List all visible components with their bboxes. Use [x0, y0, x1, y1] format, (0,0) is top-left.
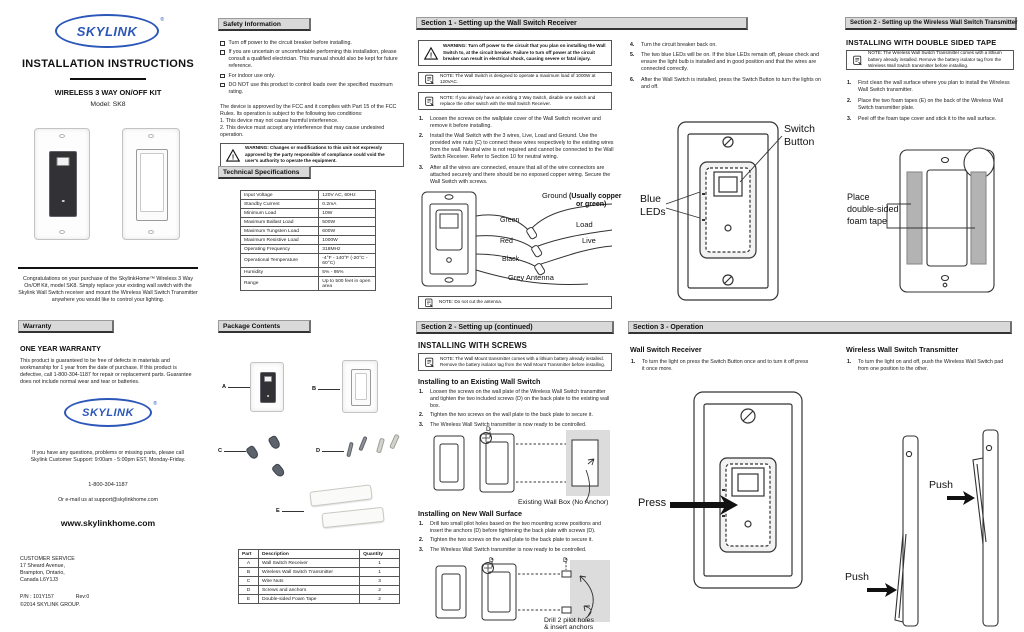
revision: Rev:0 [75, 594, 90, 600]
section2cont-note-box: NOTE: The Wall Mount transmitter comes with a lithium battery already installed. Remove the battery isolator tag from the Wall Mount Transmitter before installing. [418, 353, 612, 371]
customer-service-block [20, 556, 140, 584]
safety-item: Turn off power to the circuit breaker before installing. [220, 40, 404, 47]
package-figure [218, 340, 404, 542]
table-row: D Screws and anchors 2 [239, 586, 400, 595]
step: 1. Loosen the screws on the wallplate cover of the Wall Switch receiver and remove it before installing. [419, 116, 601, 129]
step: 1. Loosen the screws on the wall plate of the Wireless Wall Switch transmitter and tighten the two included screws (D) on the back plate to the existing wall box. [419, 389, 610, 409]
fcc-warning-box: ! WARNING: Changes or modifications to this unit not expressly approved by the party responsible of compliance could void the user's authority to operate the equipment. [220, 143, 404, 167]
push-arrow [867, 583, 897, 597]
screw-icon [59, 230, 65, 234]
existing-wall-box-caption: Existing Wall Box (No Anchor) [518, 499, 609, 506]
table-row: C Wire Nuts 3 [239, 577, 400, 586]
switch-button-label-1: Switch [784, 123, 815, 135]
table-row: Range Up to 500 feet in open area [241, 277, 376, 291]
checkbox-icon [220, 50, 225, 55]
wire-nut [271, 463, 286, 479]
wire-label-red: Red [500, 238, 513, 245]
antenna-label: Grey Antenna [508, 273, 554, 282]
section2tape-note-box: NOTE: The Wireless Wall Switch Transmitter comes with a lithium battery already installed. Remove the battery isolator tag from the Wireless Wall Switch transmitter before installing. [846, 50, 1014, 70]
push-label: Push [929, 479, 953, 491]
table-row: Minimum Load 10W [241, 209, 376, 218]
anchor [389, 434, 399, 450]
product-photo [18, 120, 198, 260]
section1-header: Section 1 - Setting up the Wall Switch Receiver [416, 17, 748, 30]
foam-tape [309, 484, 372, 506]
step: 2. Install the Wall Switch with the 3 wires, Live, Load and Ground. Use the provided wire nuts (C) to connect these wires respectively to the existing wires from the wall. Neutral wire is not required and cannot be connected to the Wall Switch Receiver. Refer to Section 10 for neutral wiring. [419, 133, 614, 161]
wire-label-ground: Ground [542, 191, 568, 200]
part-number-row [20, 594, 170, 600]
anchor [376, 438, 384, 454]
note-icon [424, 96, 435, 107]
tape-place-label-1: Place [847, 192, 870, 202]
section1-note1-box: NOTE: The Wall Switch is designed to operate a maximum load of 1000W at 120VAC. [418, 72, 612, 86]
wire-label-black: Black [502, 256, 520, 263]
double-sided-tape-title: INSTALLING WITH DOUBLE SIDED TAPE [846, 38, 997, 47]
receiver-operation-steps [631, 359, 811, 373]
table-row: E Double-sided Foam Tape 2 [239, 595, 400, 604]
step: 3. After all the wires are connected, ensure that all of the wire connectors are attached securely and there should be no exposed copper wiring. Secure the Wall Switch with screws. [419, 164, 611, 185]
fcc-text: The device is approved by the FCC and it complies with Part 15 of the FCC Rules. Its operation is subject to the following two conditions: 1. This device may not cause harmful interference. 2. This device must accept any interference that may cause undesired operation. [220, 104, 397, 139]
section1-warning-box: ! WARNING: Turn off power to the circuit that you plan on installing the Wall Switch to, at the circuit breaker. Failure to turn off power at the circuit breaker can result in electrical shock, causing severe or fatal injury. [418, 40, 612, 66]
ground-note-2: or green) [576, 201, 607, 208]
step: 1. Drill two small pilot holes based on the two mounting screw positions and insert the anchors (D) before tightening the back plate with screws (D). [419, 521, 602, 534]
step: 1. First clean the wall surface where you plan to install the Wireless Wall Switch transmitter. [847, 80, 1010, 93]
parts-table [238, 549, 400, 604]
safety-item: For indoor use only. [220, 73, 404, 80]
push-label: Push [845, 571, 869, 583]
wire-label-load: Load [576, 220, 593, 229]
wiring-diagram [416, 186, 622, 292]
press-label: Press [638, 497, 667, 509]
receiver-face [49, 151, 77, 217]
specs-table [240, 190, 376, 291]
foam-tape-diagram [845, 142, 1020, 310]
d-callout: D [489, 557, 494, 564]
installing-with-screws-title: INSTALLING WITH SCREWS [418, 341, 528, 350]
note-icon [852, 55, 863, 66]
svg-text:!: ! [231, 154, 235, 162]
step: 1. To turn the light on and off, push the Wireless Wall Switch pad from one position to the other. [847, 359, 1004, 372]
table-row: Input Voltage 120V AC, 60Hz [241, 191, 376, 200]
existing-steps [419, 389, 615, 429]
part-b-transmitter [342, 360, 378, 413]
support-phone: 1-800-304-1187 [88, 482, 128, 488]
checkbox-icon [220, 83, 225, 88]
support-text: If you have any questions, problems or missing parts, please call Skylink Customer Support: 9:00am - 5:00pm EST, Monday-Friday. [30, 450, 186, 464]
table-row: B Wireless Wall Switch Transmitter 1 [239, 568, 400, 577]
kit-subtitle: WIRELESS 3 WAY ON/OFF KIT [54, 88, 162, 97]
note-icon [424, 357, 435, 368]
screw-icon [59, 134, 65, 138]
wire-label-green: Green [500, 217, 520, 224]
col1-divider [18, 267, 198, 269]
warranty-title: ONE YEAR WARRANTY [20, 344, 101, 353]
drill-caption-2: & insert anchors [544, 624, 594, 631]
title-divider [70, 78, 146, 80]
step: 2. Tighten the two screws on the wall plate to the back plate to secure it. [419, 412, 593, 419]
receiver-operation-title: Wall Switch Receiver [630, 345, 702, 354]
model-label: Model: SK8 [90, 101, 126, 108]
warning-icon [424, 47, 438, 60]
tape-place-label-3: foam tape [847, 216, 888, 226]
blue-leds-label-1: Blue [640, 193, 662, 205]
d-callout: D [486, 426, 491, 433]
part-number: P/N : 101Y157 [20, 594, 54, 600]
section1-steps [419, 116, 615, 186]
package-header: Package Contents [218, 320, 311, 333]
part-label-d: D [316, 448, 344, 454]
transmitter-operation-steps [847, 359, 1015, 373]
table-row: Operating Frequency 318MHz [241, 245, 376, 254]
tape-place-label-2: double-sided [847, 204, 899, 214]
step: 4. Turn the circuit breaker back on. [630, 42, 717, 48]
specs-header: Technical Specifications [218, 166, 311, 179]
wire-nut [267, 435, 281, 451]
tape-steps [847, 80, 1015, 123]
switch-button-icon [57, 157, 70, 166]
safety-header: Safety Information [218, 18, 311, 31]
screw-icon [148, 134, 154, 138]
new-wall-surface-title: Installing on New Wall Surface [418, 509, 522, 518]
table-row: Maximum Resistive Load 1000W [241, 236, 376, 245]
section1-note2-box: NOTE: If you already have an existing 3 Way Switch, disable one switch and replace the other switch with the Wall Switch Receiver. [418, 92, 612, 110]
cs-address-2: Brampton, Ontario, [20, 570, 65, 577]
foam-tape [321, 507, 384, 528]
blue-leds-label-2: LEDs [640, 206, 666, 218]
cs-address-1: 17 Sheard Avenue, [20, 563, 65, 570]
page-title: INSTALLATION INSTRUCTIONS [21, 58, 195, 70]
part-label-a: A [222, 384, 250, 390]
screw [358, 436, 367, 451]
checkbox-icon [220, 41, 225, 46]
press-diagram [636, 384, 841, 630]
led-dot [62, 200, 65, 203]
screw-icon [148, 230, 154, 234]
section3-header: Section 3 - Operation [628, 321, 1012, 334]
table-row: Humidity 5% - 95% [241, 268, 376, 277]
new-surface-steps [419, 521, 615, 554]
receiver-photo [34, 128, 90, 240]
note-icon [424, 298, 434, 308]
push-arrow [947, 491, 975, 505]
step: 5. The two blue LEDs will be on. If the blue LEDs remain off, please check and ensure the light bulb is installed and in good position and that the wires are connected correctly. [630, 52, 820, 73]
wire-nut [245, 445, 260, 461]
skylink-logo-text: SKYLINK [82, 406, 134, 419]
section1-steps-2 [630, 42, 830, 91]
section2tape-header: Section 2 - Setting up the Wireless Wall Switch Transmitter [845, 17, 1017, 30]
safety-item: DO NOT use this product to control loads over the specified maximum rating. [220, 82, 404, 96]
antenna-note-box: NOTE: Do not cut the antenna. [418, 296, 612, 309]
drill-caption-1: Drill 2 pilot holes [544, 617, 594, 624]
cs-title: CUSTOMER SERVICE [20, 556, 75, 562]
registered-mark: ® [153, 401, 157, 407]
cs-address-3: Canada L6Y1J3 [20, 577, 58, 584]
website-url: www.skylinkhome.com [60, 518, 156, 528]
safety-checklist [220, 40, 404, 98]
section2cont-header: Section 2 - Setting up (continued) [416, 321, 614, 334]
skylink-logo [55, 14, 164, 48]
step: 3. The Wireless Wall Switch transmitter is now ready to be controlled. [419, 546, 587, 553]
switch-button-label-2: Button [784, 136, 815, 148]
copyright: ©2014 SKYLINK GROUP. [20, 602, 80, 608]
svg-text:!: ! [429, 52, 433, 60]
transmitter-photo [122, 128, 180, 240]
table-row: A Wall Switch Receiver 1 [239, 559, 400, 568]
step: 3. Peel off the foam tape cover and stick it to the wall surface. [847, 115, 997, 122]
step: 6. After the Wall Switch is installed, press the Switch Button to turn the lights on and off. [630, 76, 821, 90]
warning-icon [226, 149, 240, 162]
part-a-receiver [250, 362, 284, 412]
push-diagram [845, 384, 1020, 630]
table-row: Operational Temperature -4°F - 140°F (-20°C - 60°C) [241, 254, 376, 268]
part-label-b: B [312, 386, 340, 392]
switch-button-diagram [636, 108, 836, 313]
table-row: Standby Current 0.2mA [241, 200, 376, 209]
ground-note-1: (Usually copper [569, 193, 622, 200]
warranty-header: Warranty [18, 320, 114, 333]
step: 2. Place the two foam tapes (E) on the back of the Wireless Wall Switch transmitter plate. [847, 97, 1003, 111]
skylink-logo-small [64, 398, 157, 427]
new-wall-surface-diagram [420, 556, 616, 630]
step: 2. Tighten the two screws on the wall plate to the back plate to secure it. [419, 537, 593, 544]
transmitter-operation-title: Wireless Wall Switch Transmitter [846, 345, 959, 354]
table-header-row: Part Description Quantity [239, 550, 400, 559]
part-label-c: C [218, 448, 246, 454]
warranty-body: This product is guaranteed to be free of defects in materials and workmanship for 1 year from the date of purchase. If this product is defective, call 1-800-304-1187 for repair or replacement parts. Guarantee does not include normal wear and tear or batteries. [20, 358, 192, 386]
step: 3. The Wireless Wall Switch transmitter is now ready to be controlled. [419, 421, 587, 428]
note-icon [424, 74, 435, 85]
table-row: Maximum Ballast Load 500W [241, 218, 376, 227]
congrats-text: Congratulations on your purchase of the SkylinkHome™ Wireless 3 Way On/Off Kit, model SK8. Simply replace your existing wall switch with the Skylink Wall Switch receiver and mount the Wireless Wall Switch Transmitter anywhere you would like to control your lighting. [18, 276, 198, 304]
step: 1. To turn the light on press the Switch Button once and to turn it off press it once more. [631, 359, 809, 372]
safety-item: If you are uncertain or uncomfortable performing this installation, please consult a qualified electrician. This manual should also be kept for future reference. [220, 49, 404, 70]
d-callout: D [563, 557, 568, 564]
table-row: Maximum Tungsten Load 600W [241, 227, 376, 236]
registered-mark: ® [160, 17, 164, 23]
part-label-e: E [276, 508, 304, 514]
transmitter-face [136, 149, 168, 221]
wire-label-live: Live [582, 236, 596, 245]
existing-wall-switch-title: Installing to an Existing Wall Switch [418, 377, 541, 386]
checkbox-icon [220, 74, 225, 79]
skylink-logo-text: SKYLINK [76, 23, 138, 39]
existing-wall-box-diagram [419, 421, 616, 506]
support-email: Or e-mail us at support@skylinkhome.com [58, 497, 158, 503]
rocker-pad [140, 153, 164, 212]
screw [346, 442, 353, 457]
